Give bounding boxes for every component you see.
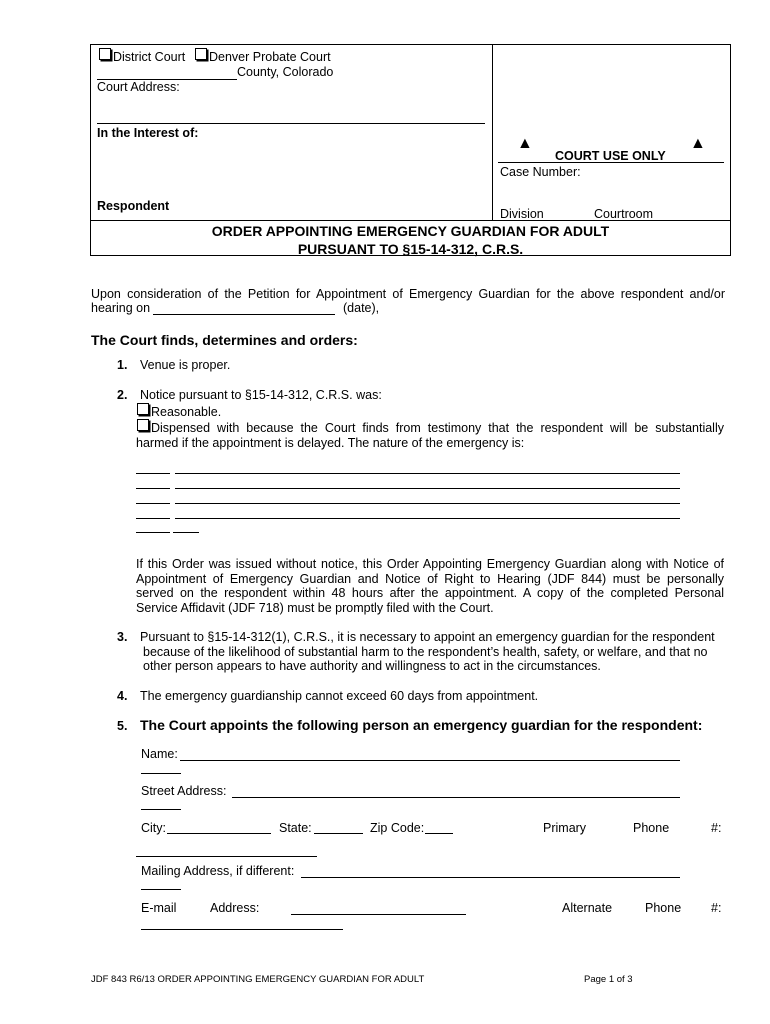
state-field[interactable] (314, 833, 363, 834)
item5-text: The Court appoints the following person an emergency guardian for the respondent: (140, 717, 703, 733)
caption-divider-vertical (492, 44, 493, 220)
order-title-line1: ORDER APPOINTING EMERGENCY GUARDIAN FOR ADULT (211, 223, 610, 239)
zip-field[interactable] (425, 833, 453, 834)
reasonable-label: Reasonable. (151, 405, 222, 419)
mailing-address-field-continued[interactable] (141, 889, 181, 890)
emergency-line-short[interactable] (136, 473, 170, 474)
name-field[interactable] (180, 760, 680, 761)
notice-line: If this Order was issued without notice, this Order Appointing Emergency Guardian along with Notice of (136, 557, 724, 571)
triangle-right-icon: ▲ (690, 135, 706, 152)
alternate-phone-label: Phone (645, 901, 682, 915)
item3-line: because of the likelihood of substantial harm to the respondent’s health, safety, or welfare, and that no (143, 644, 708, 659)
item1-text: Venue is proper. (140, 358, 231, 372)
street-address-label: Street Address: (141, 784, 227, 798)
courtroom-label: Courtroom (594, 207, 654, 221)
notice-line: served on the respondent within 48 hours after the appointment. A copy of the completed Personal (136, 586, 724, 601)
item4-number: 4. (117, 689, 128, 703)
intro-date-label: (date), (343, 301, 380, 315)
item5-number: 5. (117, 719, 128, 733)
court-address-line[interactable] (97, 123, 485, 124)
mailing-address-label: Mailing Address, if different: (141, 864, 295, 878)
zip-label: Zip Code: (370, 821, 425, 835)
email-field[interactable] (291, 914, 466, 915)
email-label: E-mail (141, 901, 177, 915)
primary-hash-label: #: (711, 821, 722, 835)
state-label: State: (279, 821, 312, 835)
emergency-line[interactable] (175, 488, 680, 489)
intro-line1: Upon consideration of the Petition for Appointment of Emergency Guardian for the above respondent and/or (91, 287, 725, 301)
notice-paragraph (136, 557, 724, 616)
emergency-line[interactable] (175, 503, 680, 504)
email-address-label: Address: (210, 901, 260, 915)
order-title (90, 222, 731, 258)
city-label: City: (141, 821, 166, 835)
item3-line: other person appears to have authority and willingness to act in the circumstances. (143, 659, 601, 674)
emergency-line[interactable] (175, 473, 680, 474)
primary-phone-label: Phone (633, 821, 670, 835)
court-use-only-label: COURT USE ONLY (555, 149, 666, 163)
alternate-label: Alternate (562, 901, 613, 915)
street-address-field[interactable] (232, 797, 680, 798)
notice-line: Appointment of Emergency Guardian and Notice of Right to Hearing (JDF 844) must be personally (136, 571, 724, 586)
emergency-line-short[interactable] (136, 488, 170, 489)
denver-probate-checkbox[interactable] (195, 48, 207, 60)
dispensed-line1: Dispensed with because the Court finds from testimony that the respondent will be substantially (151, 421, 724, 435)
in-the-interest-label: In the Interest of: (97, 126, 199, 140)
item3-line: Pursuant to §15-14-312(1), C.R.S., it is necessary to appoint an emergency guardian for the respondent (140, 630, 715, 644)
alternate-hash-label: #: (711, 901, 722, 915)
item3-number: 3. (117, 630, 128, 644)
name-field-continued[interactable] (141, 773, 181, 774)
case-number-label: Case Number: (500, 165, 581, 179)
emergency-line-short[interactable] (136, 503, 170, 504)
footer-page-number: Page 1 of 3 (584, 974, 633, 985)
dispensed-checkbox[interactable] (137, 419, 149, 431)
order-title-line2: PURSUANT TO §15-14-312, C.R.S. (297, 241, 524, 257)
triangle-left-icon: ▲ (517, 135, 533, 152)
division-label: Division (500, 207, 544, 221)
hearing-date-blank[interactable] (153, 314, 335, 315)
reasonable-checkbox[interactable] (137, 403, 149, 415)
intro-hearing-label: hearing on (91, 301, 151, 315)
name-label: Name: (141, 747, 178, 761)
primary-label: Primary (543, 821, 587, 835)
footer-form-id: JDF 843 R6/13 ORDER APPOINTING EMERGENCY GUARDIAN FOR ADULT (91, 974, 425, 985)
court-address-label: Court Address: (97, 80, 180, 94)
street-address-field-continued[interactable] (141, 809, 181, 810)
city-field[interactable] (167, 833, 271, 834)
emergency-line-short[interactable] (136, 518, 170, 519)
item1-number: 1. (117, 358, 128, 372)
item3-text (140, 630, 726, 674)
item2-number: 2. (117, 388, 128, 402)
primary-phone-field[interactable] (136, 856, 317, 857)
dispensed-line2: harmed if the appointment is delayed. The nature of the emergency is: (136, 436, 525, 450)
emergency-line[interactable] (175, 518, 680, 519)
county-label: County, Colorado (237, 65, 334, 79)
respondent-label: Respondent (97, 199, 170, 213)
emergency-line-end[interactable] (173, 532, 199, 533)
court-use-only-rule (498, 162, 724, 163)
emergency-line-short[interactable] (136, 532, 170, 533)
item2-text: Notice pursuant to §15-14-312, C.R.S. was: (140, 388, 382, 402)
findings-heading: The Court finds, determines and orders: (91, 332, 358, 348)
notice-line: Service Affidavit (JDF 718) must be promptly filed with the Court. (136, 601, 494, 616)
alternate-phone-field[interactable] (141, 929, 343, 930)
denver-probate-label: Denver Probate Court (209, 50, 331, 64)
item4-text: The emergency guardianship cannot exceed 60 days from appointment. (140, 689, 539, 703)
district-court-checkbox[interactable] (99, 48, 111, 60)
district-court-label: District Court (113, 50, 186, 64)
mailing-address-field[interactable] (301, 877, 680, 878)
